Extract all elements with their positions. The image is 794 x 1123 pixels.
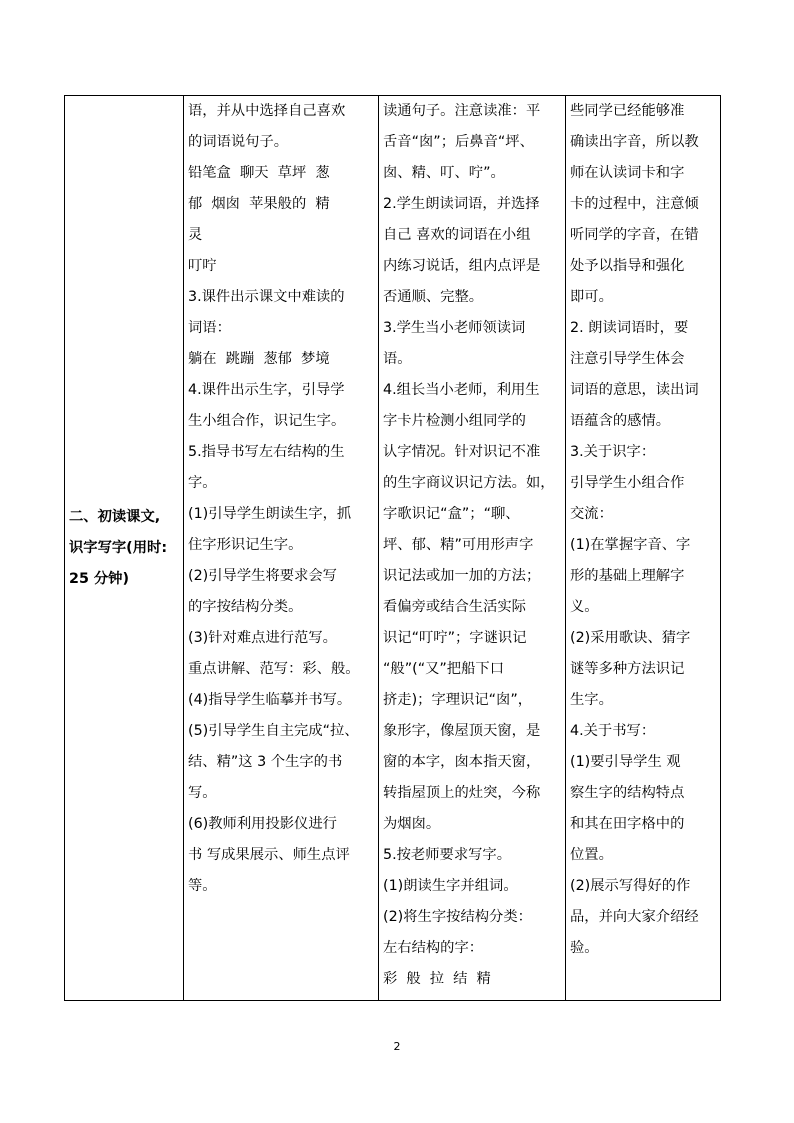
- student-line: 否通顺、完整。: [383, 289, 484, 305]
- note-line: (2)采用歌诀、猜字: [570, 630, 691, 646]
- stage-cell: [65, 96, 184, 1001]
- student-line: (1)朗读生字并组词。: [383, 878, 518, 894]
- note-line: 谜等多种方法识记: [570, 661, 685, 677]
- student-line: 左右结构的字：: [383, 940, 484, 956]
- teacher-activity-cell: [184, 96, 379, 1001]
- teacher-line: 郁 烟囱 苹果般的 精: [188, 196, 330, 212]
- teacher-line: 灵: [188, 227, 203, 243]
- teacher-line: 生小组合作，识记生字。: [188, 413, 346, 429]
- note-line: 交流：: [570, 506, 613, 522]
- teacher-line: 字。: [188, 475, 217, 491]
- student-line: 坪、郁、精”可用形声字: [383, 537, 534, 553]
- teacher-line: 的字按结构分类。: [188, 599, 303, 615]
- table-row: [65, 96, 721, 1001]
- student-line: (2)将生字按结构分类：: [383, 909, 532, 925]
- student-line: 识记法或加一加的方法；: [383, 568, 541, 584]
- teacher-line: (5)引导学生自主完成“拉、: [188, 723, 359, 739]
- student-line: 为烟囱。: [383, 816, 441, 832]
- page-number: 2: [393, 1040, 401, 1053]
- stage-title-line: 识字写字(用时:: [69, 539, 168, 556]
- teacher-line: (6)教师利用投影仪进行: [188, 816, 337, 832]
- student-line: 内练习说话，组内点评是: [383, 258, 541, 274]
- note-line: 生字。: [570, 692, 613, 708]
- student-line: 识记“叮咛”；字谜识记: [383, 630, 527, 646]
- note-line: 3.关于识字：: [570, 444, 656, 460]
- teacher-line: (3)针对难点进行范写。: [188, 630, 337, 646]
- teacher-line: 等。: [188, 878, 217, 894]
- student-line: 彩 般 拉 结 精: [383, 971, 491, 987]
- student-line: 2.学生朗读词语，并选择: [383, 196, 540, 212]
- note-line: 些同学已经能够准: [570, 103, 685, 119]
- note-line: 位置。: [570, 847, 613, 863]
- note-line: 义。: [570, 599, 599, 615]
- student-line: 认字情况。针对识记不准: [383, 444, 541, 460]
- teacher-line: 的词语说句子。: [188, 134, 289, 150]
- note-line: (1)在掌握字音、字: [570, 537, 691, 553]
- student-line: “般”(“又”把船下口: [383, 661, 504, 677]
- student-line: 象形字，像屋顶天窗，是: [383, 723, 541, 739]
- note-line: (1)要引导学生 观: [570, 754, 681, 770]
- teacher-line: 叮咛: [188, 258, 217, 274]
- note-line: 师在认读词卡和字: [570, 165, 685, 181]
- note-line: 即可。: [570, 289, 613, 305]
- student-line: 看偏旁或结合生活实际: [383, 599, 526, 615]
- student-line: 字卡片检测小组同学的: [383, 413, 526, 429]
- teacher-line: 铅笔盒 聊天 草坪 葱: [188, 165, 330, 181]
- note-line: (2)展示写得好的作: [570, 878, 691, 894]
- note-line: 4.关于书写：: [570, 723, 656, 739]
- note-line: 和其在田字格中的: [570, 816, 685, 832]
- teacher-line: 躺在 跳蹦 葱郁 梦境: [188, 351, 330, 367]
- note-line: 卡的过程中，注意倾: [570, 196, 699, 212]
- note-line: 语蕴含的感情。: [570, 413, 671, 429]
- student-line: 3.学生当小老师领读词: [383, 320, 526, 336]
- student-line: 4.组长当小老师，利用生: [383, 382, 540, 398]
- note-line: 注意引导学生体会: [570, 351, 685, 367]
- teacher-line: 语，并从中选择自己喜欢: [188, 103, 346, 119]
- student-line: 语。: [383, 351, 412, 367]
- stage-title-line: 二、初读课文,: [69, 508, 161, 525]
- student-line: 字歌识记“盒”；“聊、: [383, 506, 520, 522]
- student-line: 窗的本字，囱本指天窗，: [383, 754, 541, 770]
- teacher-line: (2)引导学生将要求会写: [188, 568, 337, 584]
- design-notes-cell: [566, 96, 721, 1001]
- teacher-line: 3.课件出示课文中难读的: [188, 289, 345, 305]
- lesson-plan-table: [64, 95, 721, 1001]
- note-line: 处予以指导和强化: [570, 258, 685, 274]
- student-line: 挤走)；字理识记“囱”，: [383, 692, 533, 708]
- note-line: 听同学的字音，在错: [570, 227, 699, 243]
- teacher-line: 4.课件出示生字，引导学: [188, 382, 345, 398]
- teacher-line: 住字形识记生字。: [188, 537, 303, 553]
- note-line: 引导学生小组合作: [570, 475, 685, 491]
- note-line: 2. 朗读词语时，要: [570, 320, 689, 336]
- note-line: 察生字的结构特点: [570, 785, 685, 801]
- stage-title-line: 25 分钟): [69, 570, 130, 587]
- note-line: 品，并向大家介绍经: [570, 909, 699, 925]
- teacher-line: 写。: [188, 785, 217, 801]
- student-line: 5.按老师要求写字。: [383, 847, 512, 863]
- student-activity-cell: [379, 96, 566, 1001]
- student-line: 自己 喜欢的词语在小组: [383, 227, 531, 243]
- note-line: 确读出字音，所以教: [570, 134, 699, 150]
- student-line: 舌音“囱”；后鼻音“坪、: [383, 134, 534, 150]
- teacher-line: 5.指导书写左右结构的生: [188, 444, 345, 460]
- student-line: 囱、精、叮、咛”。: [383, 165, 505, 181]
- teacher-line: (1)引导学生朗读生字，抓: [188, 506, 352, 522]
- student-line: 的生字商议识记方法。如，: [383, 475, 555, 491]
- teacher-line: 书 写成果展示、师生点评: [188, 847, 350, 863]
- note-line: 验。: [570, 940, 599, 956]
- teacher-line: 结、精”这 3 个生字的书: [188, 754, 343, 770]
- student-line: 转指屋顶上的灶突，今称: [383, 785, 541, 801]
- note-line: 词语的意思，读出词: [570, 382, 699, 398]
- teacher-line: 词语：: [188, 320, 231, 336]
- student-line: 读通句子。注意读准：平: [383, 103, 541, 119]
- teacher-line: (4)指导学生临摹并书写。: [188, 692, 352, 708]
- note-line: 形的基础上理解字: [570, 568, 685, 584]
- teacher-line: 重点讲解、范写：彩、般。: [188, 661, 360, 677]
